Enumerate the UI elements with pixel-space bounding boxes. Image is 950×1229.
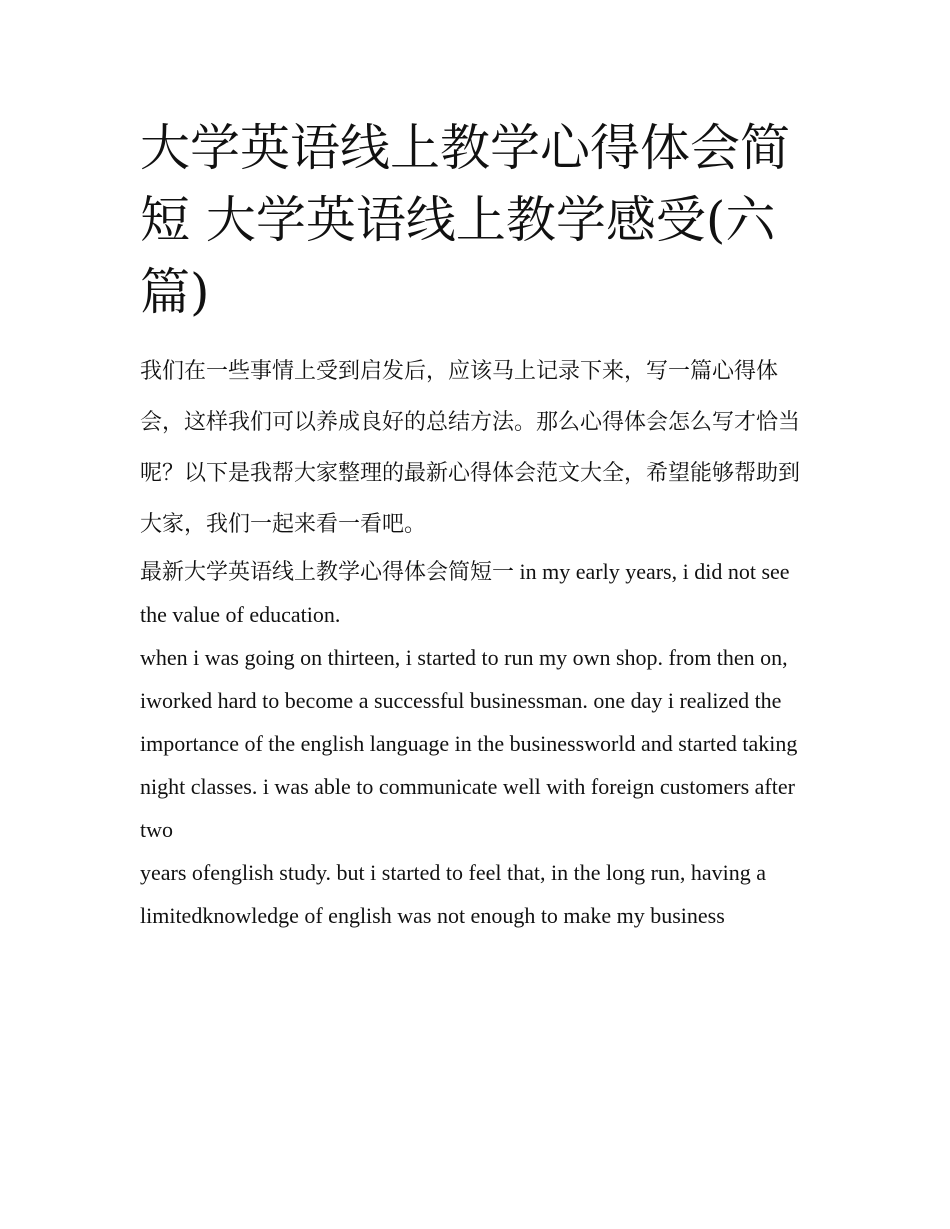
intro-paragraph: 我们在一些事情上受到启发后，应该马上记录下来，写一篇心得体会，这样我们可以养成良好的总结方法。那么心得体会怎么写才恰当呢？以下是我帮大家整理的最新心得体会范文大全，希望能够帮助到大家，我们一起来看一看吧。	[140, 359, 801, 537]
body-line: night classes. i was able to communicate well with foreign customers after two	[140, 774, 795, 842]
body-line: when i was going on thirteen, i started to run my own shop. from then on,	[140, 645, 788, 670]
document-page	[140, 112, 815, 937]
document-title: 大学英语线上教学心得体会简短 大学英语线上教学感受(六篇)	[140, 119, 790, 321]
body-text	[140, 550, 815, 937]
body-line: limitedknowledge of english was not enough to make my business	[140, 903, 725, 928]
body-line: importance of the english language in the businessworld and started taking	[140, 731, 798, 756]
body-line: years ofenglish study. but i started to feel that, in the long run, having a	[140, 860, 767, 885]
body-line: 最新大学英语线上教学心得体会简短一 in my early years, i did not see the value of education.	[140, 559, 790, 627]
body-line: iworked hard to become a successful businessman. one day i realized the	[140, 688, 782, 713]
